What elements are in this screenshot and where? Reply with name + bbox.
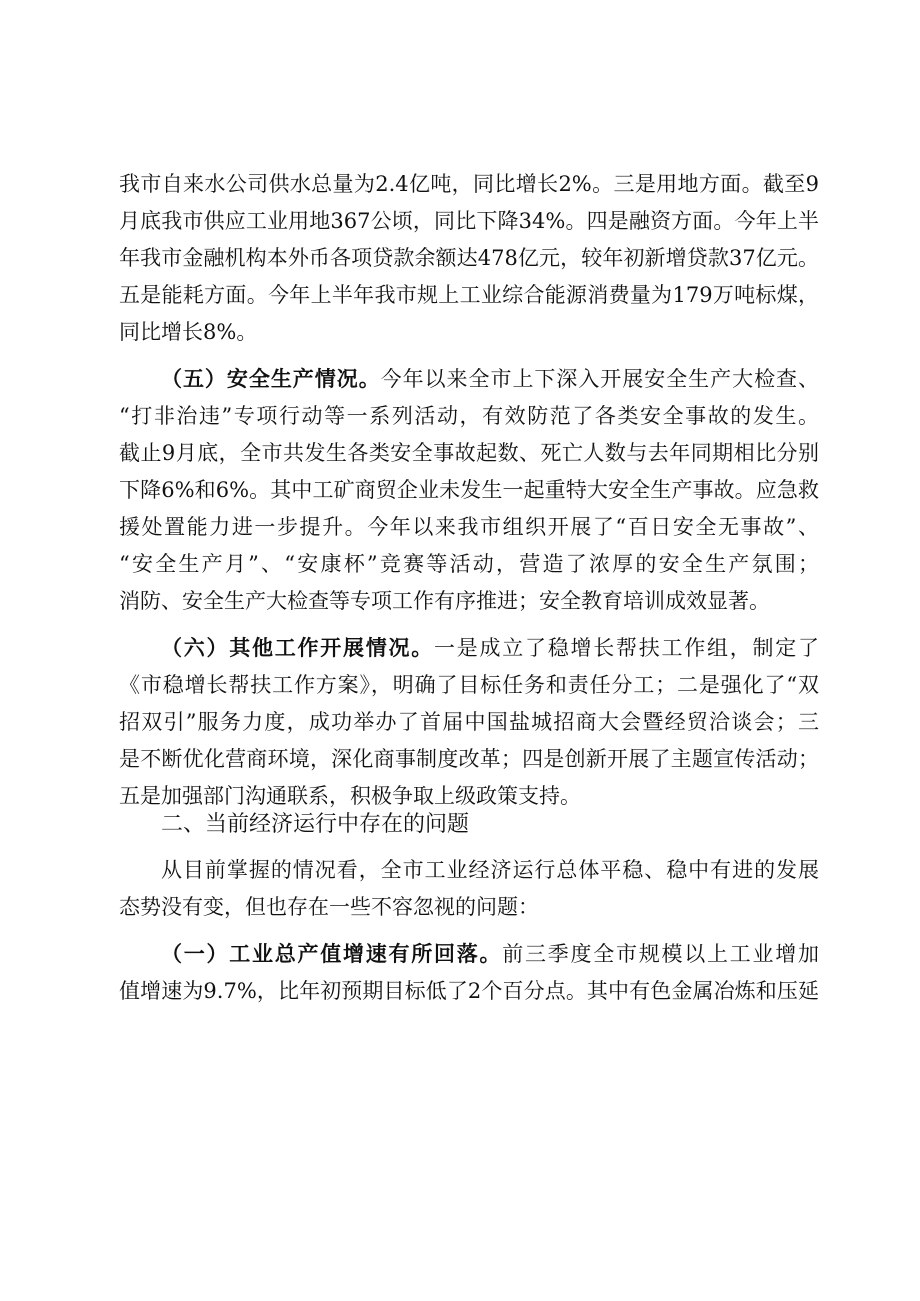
body-text-line: 态势没有变，但也存在一些不容忽视的问题：	[119, 895, 539, 919]
body-text-line: 消防、安全生产大检查等专项工作有序推进；安全教育培训成效显著。	[119, 589, 770, 613]
section-5-first-line-text: 今年以来全市上下深入开展安全生产大检查、	[380, 367, 819, 391]
body-text-line: 是不断优化营商环境，深化商事制度改革；四是创新开展了主题宣传活动；	[119, 747, 819, 771]
body-text-line: “安全生产月”、“安康杯”竞赛等活动，营造了浓厚的安全生产氛围；	[119, 552, 819, 576]
body-text-line: “打非治违”专项行动等一系列活动，有效防范了各类安全事故的发生。	[119, 404, 819, 428]
section-5-lead: （五）安全生产情况。	[161, 367, 381, 391]
body-text-line: 同比增长8%。	[119, 320, 258, 344]
section-2-1-first-line	[161, 940, 819, 970]
body-text-line: 我市自来水公司供水总量为2.4亿吨，同比增长2%。三是用地方面。截至9	[119, 172, 819, 196]
section-5-first-line	[161, 365, 819, 395]
body-text-line: 截止9月底，全市共发生各类安全事故起数、死亡人数与去年同期相比分别	[119, 441, 819, 465]
body-text-line: 年我市金融机构本外币各项贷款余额达478亿元，较年初新增贷款37亿元。	[119, 246, 819, 270]
body-text-line: 下降6%和6%。其中工矿商贸企业未发生一起重特大安全生产事故。应急救	[119, 478, 819, 502]
body-text-line: 五是加强部门沟通联系，积极争取上级政策支持。	[119, 784, 581, 808]
section-6-lead: （六）其他工作开展情况。	[161, 636, 434, 660]
body-text-line: 《市稳增长帮扶工作方案》，明确了目标任务和责任分工；二是强化了“双	[119, 673, 819, 697]
body-text-line: 从目前掌握的情况看，全市工业经济运行总体平稳、稳中有进的发展	[161, 858, 819, 882]
body-text-line: 招双引”服务力度，成功举办了首届中国盐城招商大会暨经贸洽谈会；三	[119, 710, 819, 734]
body-text-line: 月底我市供应工业用地367公顷，同比下降34%。四是融资方面。今年上半	[119, 209, 819, 233]
section-heading: 二、当前经济运行中存在的问题	[161, 812, 470, 837]
section-2-1-first-line-text: 前三季度全市规模以上工业增加	[502, 942, 819, 966]
section-6-first-line-text: 一是成立了稳增长帮扶工作组，制定了	[434, 636, 819, 660]
body-text-line: 援处置能力进一步提升。今年以来我市组织开展了“百日安全无事故”、	[119, 515, 819, 539]
section-6-first-line	[161, 634, 819, 664]
section-2-1-lead: （一）工业总产值增速有所回落。	[161, 942, 503, 966]
body-text-line: 值增速为9.7%，比年初预期目标低了2个百分点。其中有色金属冶炼和压延	[119, 979, 819, 1003]
body-text-line: 五是能耗方面。今年上半年我市规上工业综合能源消费量为179万吨标煤，	[119, 283, 819, 307]
